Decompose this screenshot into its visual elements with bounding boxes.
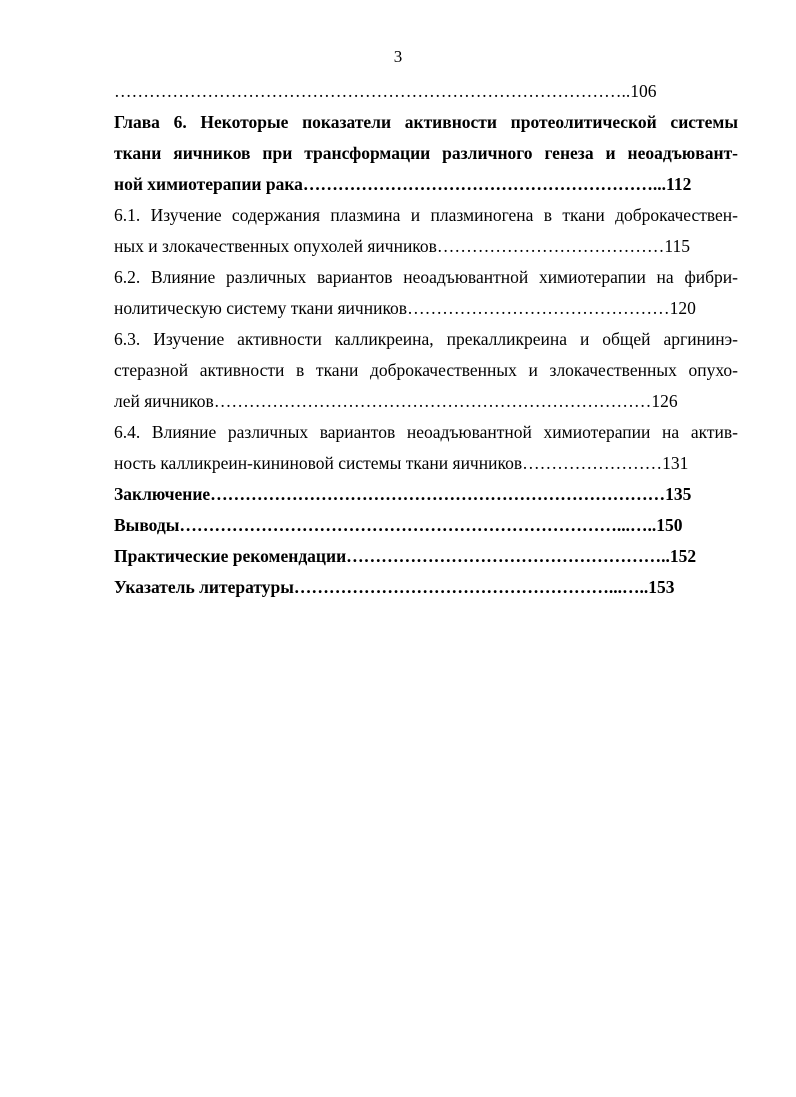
toc-line: ной химиотерапии рака……………………………………………………...112: [114, 174, 692, 194]
toc-line: 6.2. Влияние различных вариантов неоадъювантной химиотерапии на фибри-: [114, 267, 738, 287]
toc-line: Практические рекомендации………………………………………………..152: [114, 546, 697, 566]
toc-line: Выводы…………………………………………………………………...…..150: [114, 515, 683, 535]
toc-line: нолитическую систему ткани яичников………………………………………120: [114, 298, 696, 318]
toc-line: 6.3. Изучение активности калликреина, прекалликреина и общей аргининэ-: [114, 329, 738, 349]
toc-line: стеразной активности в ткани доброкачественных и злокачественных опухо-: [114, 360, 738, 380]
toc-line: ткани яичников при трансформации различного генеза и неоадъювант-: [114, 143, 738, 163]
table-of-contents: [114, 76, 738, 603]
toc-line: 6.1. Изучение содержания плазмина и плазминогена в ткани доброкачествен-: [114, 205, 738, 225]
toc-line: ……………………………………………………………………………..106: [114, 81, 657, 101]
toc-line: ность калликреин-кининовой системы ткани яичников……………………131: [114, 453, 689, 473]
toc-line: Заключение……………………………………………………………………135: [114, 484, 692, 504]
toc-line: лей яичников…………………………………………………………………126: [114, 391, 678, 411]
toc-line: 6.4. Влияние различных вариантов неоадъювантной химиотерапии на актив-: [114, 422, 738, 442]
toc-line: Указатель литературы………………………………………………...…..153: [114, 577, 675, 597]
toc-line: Глава 6. Некоторые показатели активности протеолитической системы: [114, 112, 738, 132]
toc-line: ных и злокачественных опухолей яичников…………………………………115: [114, 236, 691, 256]
page-number: 3: [393, 47, 403, 66]
